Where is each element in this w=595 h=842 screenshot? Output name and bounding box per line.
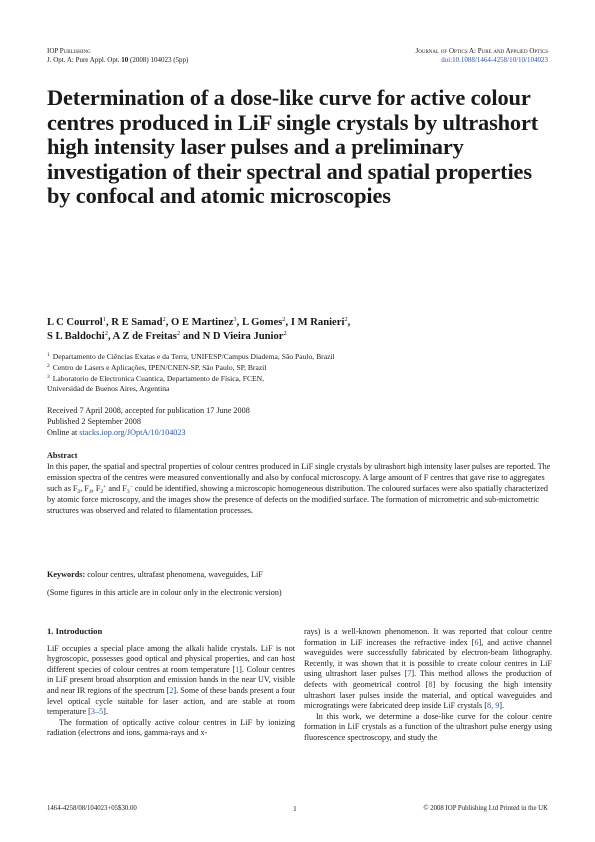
doi-link[interactable]: doi:10.1088/1464-4258/10/10/104023 xyxy=(441,56,548,64)
footer-copyright: © 2008 IOP Publishing Ltd Printed in the UK xyxy=(423,805,548,812)
header-right xyxy=(416,47,549,65)
publisher-name: IOP Publishing xyxy=(47,47,91,55)
affiliation-1: $^1$ Departamento de Ciências Exatas e da Terra, UNIFESP/Campus Diadema, São Paulo, Brazil xyxy=(47,352,335,361)
author-list: L C Courrol$^1$, R E Samad$^2$, O E Martinez$^3$, L Gomes$^2$, I M Ranieri$^2$, S L Baldochi$^2$, A Z de Freitas$^2$ and N D Vieira Junior$^2$ xyxy=(47,316,351,342)
author-4: L Gomes$^2$ xyxy=(241,316,286,328)
publication-dates xyxy=(47,406,547,438)
journal-ref-prefix: J. Opt. A: Pure Appl. Opt. xyxy=(47,56,122,64)
intro-paragraph-3: In this work, we determine a dose-like curve for the colour centre formation in LiF crystals as a function of the ultrashort pulse energy using fluorescence spectroscopy, and study the xyxy=(304,711,552,742)
author-3: O E Martinez$^3$ xyxy=(171,316,237,328)
online-line: Online at stacks.iop.org/JOptA/10/104023 xyxy=(47,427,186,437)
journal-name: Journal of Optics A: Pure and Applied Optics xyxy=(415,47,548,55)
affiliation-2: $^2$ Centro de Lasers e Aplicações, IPEN/CNEN-SP, São Paulo, SP, Brazil xyxy=(47,362,267,372)
citation-7[interactable]: 7 xyxy=(407,669,412,679)
author-1: L C Courrol$^1$ xyxy=(47,316,106,328)
citation-6[interactable]: 6 xyxy=(474,637,479,647)
citation-1[interactable]: 1 xyxy=(235,664,240,674)
section-heading-introduction: 1. Introduction xyxy=(47,626,103,636)
received-date: Received 7 April 2008, accepted for publication 17 June 2008 xyxy=(47,406,250,415)
body-column-left xyxy=(47,626,295,739)
intro-paragraph-1: LiF occupies a special place among the alkali halide crystals. LiF is not hygroscopic, possesses good optical and physical properties, and can host different species of colour centres at room temperature [1]. Colour centres in LiF present broad absorption and emission bands in the near UV, visible and near IR regions of the spectrum [2]. Some of these bands present a four level optical cycle suitable for laser action, and are stable at room temperature [3–5]. xyxy=(47,643,295,717)
affiliation-3-cont: Universidad de Buenos Aires, Argentina xyxy=(47,384,170,394)
abstract-text: In this paper, the spatial and spectral properties of colour centres produced in LiF single crystals by ultrashort high intensity laser pulses are reported. The emission spectra of the centres were measured conventionally and also by confocal microscopy. A large amount of F centres that gave rise to aggregates such as $F_2$, $F_4$, $F_2^+$ and $F_3^-$ could be identified, showing a microscopic homogeneous distribution. The coloured surfaces were also spatially characterized by atomic force microscopy, and the images show the presence of defects on the modified surface. The formation of micrometric and sub-micrometric structures was observed and related to filamentation processes. xyxy=(47,462,551,515)
author-8: N D Vieira Junior$^2$ xyxy=(202,329,287,342)
citation-2[interactable]: 2 xyxy=(169,685,174,695)
online-link[interactable]: stacks.iop.org/JOptA/10/104023 xyxy=(79,427,186,437)
author-5: I M Ranieri$^2$ xyxy=(290,316,348,328)
intro-paragraph-2: The formation of optically active colour centres in LiF by ionizing radiation (electrons and ions, gamma-rays and x- xyxy=(47,717,295,738)
body-column-right xyxy=(304,627,552,744)
published-date: Published 2 September 2008 xyxy=(47,416,141,426)
colour-note: (Some figures in this article are in colour only in the electronic version) xyxy=(47,588,282,597)
footer-issn: 1464-4258/08/104023+05$30.00 xyxy=(47,805,137,812)
journal-reference xyxy=(47,56,188,65)
citation-3-5[interactable]: 3–5 xyxy=(90,707,104,717)
author-6: S L Baldochi$^2$ xyxy=(47,329,108,342)
header-left xyxy=(47,47,188,65)
author-7: A Z de Freitas$^2$ xyxy=(112,329,181,342)
journal-volume: 10 xyxy=(121,56,129,64)
paper-title: Determination of a dose-like curve for active colour centres produced in LiF single crystals by ultrashort high intensity laser pulses and a preliminary investigation of their spectral and spatial properties by confocal and atomic microscopies xyxy=(47,85,539,209)
abstract-heading: Abstract xyxy=(47,451,78,460)
citation-8-9[interactable]: 8, 9 xyxy=(487,701,500,711)
page-number: 1 xyxy=(293,804,297,813)
affiliation-3: $^3$ Laboratorio de Electronica Cuantica, Departamento de Física, FCEN, xyxy=(47,373,265,383)
affiliations xyxy=(47,352,547,395)
author-2: R E Samad$^2$ xyxy=(111,316,166,328)
intro-paragraph-2-cont: rays) is a well-known phenomenon. It was reported that colour centre formation in LiF increases the refractive index [6], and active channel waveguides were successfully fabricated by electron-beam lithography. Recently, it was shown that it is possible to create colour centres in LiF using ultrashort laser pulses [7]. This method allows the production of defects with geometrical control [8] by focusing the high intensity ultrashort laser pulses inside the material, and optical waveguides and microgratings were fabricated deep inside LiF crystals [8, 9]. xyxy=(304,627,552,711)
keywords: Keywords: colour centres, ultrafast phenomena, waveguides, LiF xyxy=(47,570,263,579)
journal-ref-suffix: (2008) 104023 (5pp) xyxy=(128,56,189,64)
citation-8[interactable]: 8 xyxy=(428,679,433,689)
